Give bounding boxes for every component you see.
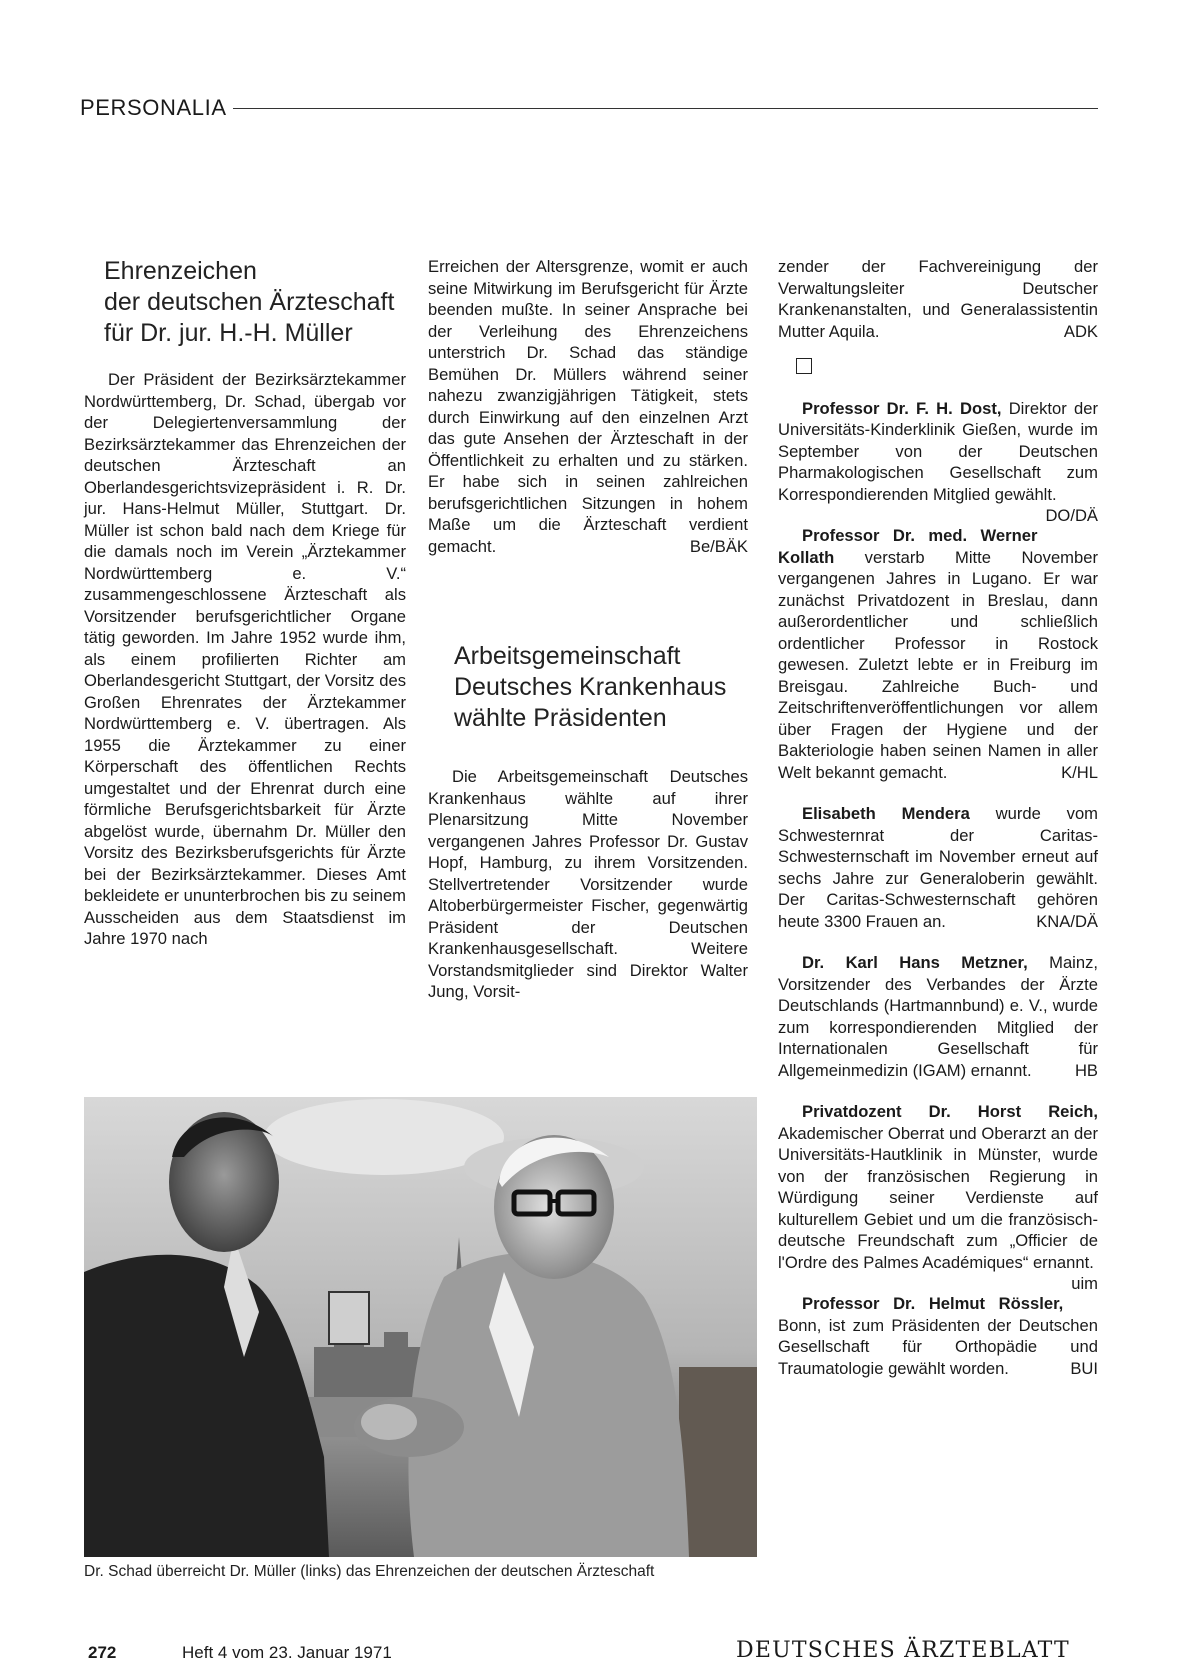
notice-mendera: Elisabeth Mendera wurde vom Schwesternrat der Caritas-Schwesternschaft im November erneut auf sechs Jahre zur Generaloberin gewählt. Der Caritas-Schwesternschaft gehören heute 3300 Frauen an. KNA/DÄ: [778, 804, 1098, 931]
article2-headline-line1: Arbeitsgemeinschaft: [454, 642, 681, 670]
notice-signature: BUI: [1070, 1358, 1098, 1378]
notice-signature: K/HL: [1061, 762, 1098, 782]
section-header: [80, 93, 1098, 123]
column-2: [428, 256, 748, 1003]
article1-headline-line2: der deutschen Ärzteschaft: [104, 288, 395, 316]
notice-signature: HB: [1074, 1060, 1098, 1080]
article1-body-part2: Erreichen der Altersgrenze, womit er auch seine Mitwirkung im Berufsgericht für Ärzte beenden mußte. In seiner Ansprache bei der Verleihung des Ehrenzeichens unterstrich Dr. Schad das ständige Bemühen Dr. Müllers während seiner nahezu zwanzigjährigen Tätigkeit, stets durch Einwirkung auf den einzelnen Arzt das gute Ansehen der Ärzteschaft in der Öffentlichkeit zu erhalten und zu stärken. Er habe sich in seinen zahlreichen berufsgerichtlichen Sitzungen in hohem Maße um die Ärzteschaft verdient gemacht. Be/BÄK: [428, 257, 748, 556]
page-number: 272: [88, 1643, 117, 1662]
article2-headline: [428, 641, 748, 734]
section-title: PERSONALIA: [80, 95, 227, 120]
column-1: [84, 256, 406, 950]
notice-dost: Professor Dr. F. H. Dost, Direktor der Universitäts-Kinderklinik Gießen, wurde im September von der Deutschen Pharmakologischen Gesellschaft zum Korrespondierenden Mitglied gewählt. DO/DÄ: [778, 398, 1098, 525]
issue-info: Heft 4 vom 23. Januar 1971: [182, 1643, 392, 1662]
notice-metzner: Dr. Karl Hans Metzner, Mainz, Vorsitzender des Verbandes der Ärzte Deutschlands (Hartmannbund) e. V., wurde zum korrespondierenden Mitglied der Internationalen Gesellschaft für Allgemeinmedizin (IGAM) ernannt. HB: [778, 953, 1098, 1080]
notice-signature: uim: [1071, 1274, 1098, 1293]
article1-headline-line3: für Dr. jur. H.-H. Müller: [104, 319, 353, 347]
notice-reich: Privatdozent Dr. Horst Reich, Akademischer Oberrat und Oberarzt an der Universitäts-Hautklinik in Münster, wurde von der französischen Regierung in Würdigung seiner Verdienste auf kulturellem Gebiet und um die französisch-deutsche Freundschaft zum „Officier de l'Ordre des Palmes Académiques“ ernannt. uim: [778, 1102, 1098, 1293]
article2-body-part1: Die Arbeitsgemeinschaft Deutsches Krankenhaus wählte auf ihrer Plenarsitzung Mitte November vergangenen Jahres Professor Dr. Gustav Hopf, Hamburg, zu ihrem Vorsitzenden. Stellvertretender Vorsitzender wurde Altoberbürgermeister Fischer, gegenwärtig Präsident der Deutschen Krankenhausgesellschaft. Weitere Vorstandsmitglieder sind Direktor Walter Jung, Vorsit-: [428, 767, 748, 1001]
article1-signature: Be/BÄK: [689, 536, 748, 556]
notice-signature: KNA/DÄ: [1036, 911, 1098, 931]
notice-kollath: Professor Dr. med. Werner Kollath verstarb Mitte November vergangenen Jahres in Lugano. Er war zunächst Privatdozent in Breslau, dann außerordentlicher und schließlich ordentlicher Professor in Rostock gewesen. Zuletzt lebte er in Freiburg im Breisgau. Zahlreiche Buch- und Zeitschriftenveröffentlichungen vor allem über Fragen der Hygiene und der Bakteriologie haben seinen Namen in aller Welt bekannt gemacht. K/HL: [778, 526, 1098, 782]
article1-body-part1: Der Präsident der Bezirksärztekammer Nordwürttemberg, Dr. Schad, übergab vor der Delegiertenversammlung der Bezirksärztekammer das Ehrenzeichen der deutschen Ärzteschaft an Oberlandesgerichtsvizepräsident i. R. Dr. jur. Hans-Helmut Müller, Stuttgart. Dr. Müller ist schon bald nach dem Kriege für die damals noch im Verein „Ärztekammer Nordwürttemberg e. V.“ zusammengeschlossene Ärzteschaft als Vorsitzender berufsgerichtlicher Organe tätig geworden. Im Jahre 1952 wurde ihm, als einem profilierten Richter am Oberlandesgericht Stuttgart, der Vorsitz des Großen Ehrenrates der Ärztekammer Nordwürttemberg e. V. übertragen. Als 1955 die Ärztekammer zu einer Körperschaft des öffentlichen Rechts umgestaltet und der Ehrenrat durch eine förmliche Berufsgerichtsbarkeit für Ärzte abgelöst wurde, übernahm Dr. Müller den Vorsitz des Bezirksberufsgerichts für Ärzte bei der Bezirksärztekammer. Dieses Amt bekleidete er ununterbrochen bis zu seinem Ausscheiden aus dem Staatsdienst im Jahre 1970 nach: [84, 370, 406, 948]
separator-box-icon: [796, 358, 812, 374]
notice-roessler: Professor Dr. Helmut Rössler, Bonn, ist zum Präsidenten der Deutschen Gesellschaft für Orthopädie und Traumatologie gewählt worden. BUI: [778, 1294, 1098, 1378]
article1-headline: [84, 256, 406, 349]
article2-body-part2: zender der Fachvereinigung der Verwaltungsleiter Deutscher Krankenanstalten, und Generalassistentin Mutter Aquila. ADK: [778, 257, 1098, 341]
article1-headline-line1: Ehrenzeichen: [104, 257, 257, 285]
article2-headline-line3: wählte Präsidenten: [454, 704, 667, 732]
header-rule: [233, 108, 1098, 109]
column-3: [778, 256, 1098, 1379]
article2-headline-line2: Deutsches Krankenhaus: [454, 673, 727, 701]
award-photo: [84, 1097, 757, 1557]
photo-caption: Dr. Schad überreicht Dr. Müller (links) das Ehrenzeichen der deutschen Ärzteschaft: [84, 1563, 655, 1580]
journal-name: DEUTSCHES ÄRZTEBLATT: [736, 1638, 1070, 1663]
notice-signature: DO/DÄ: [1045, 506, 1098, 525]
article2-signature: ADK: [1063, 321, 1098, 341]
